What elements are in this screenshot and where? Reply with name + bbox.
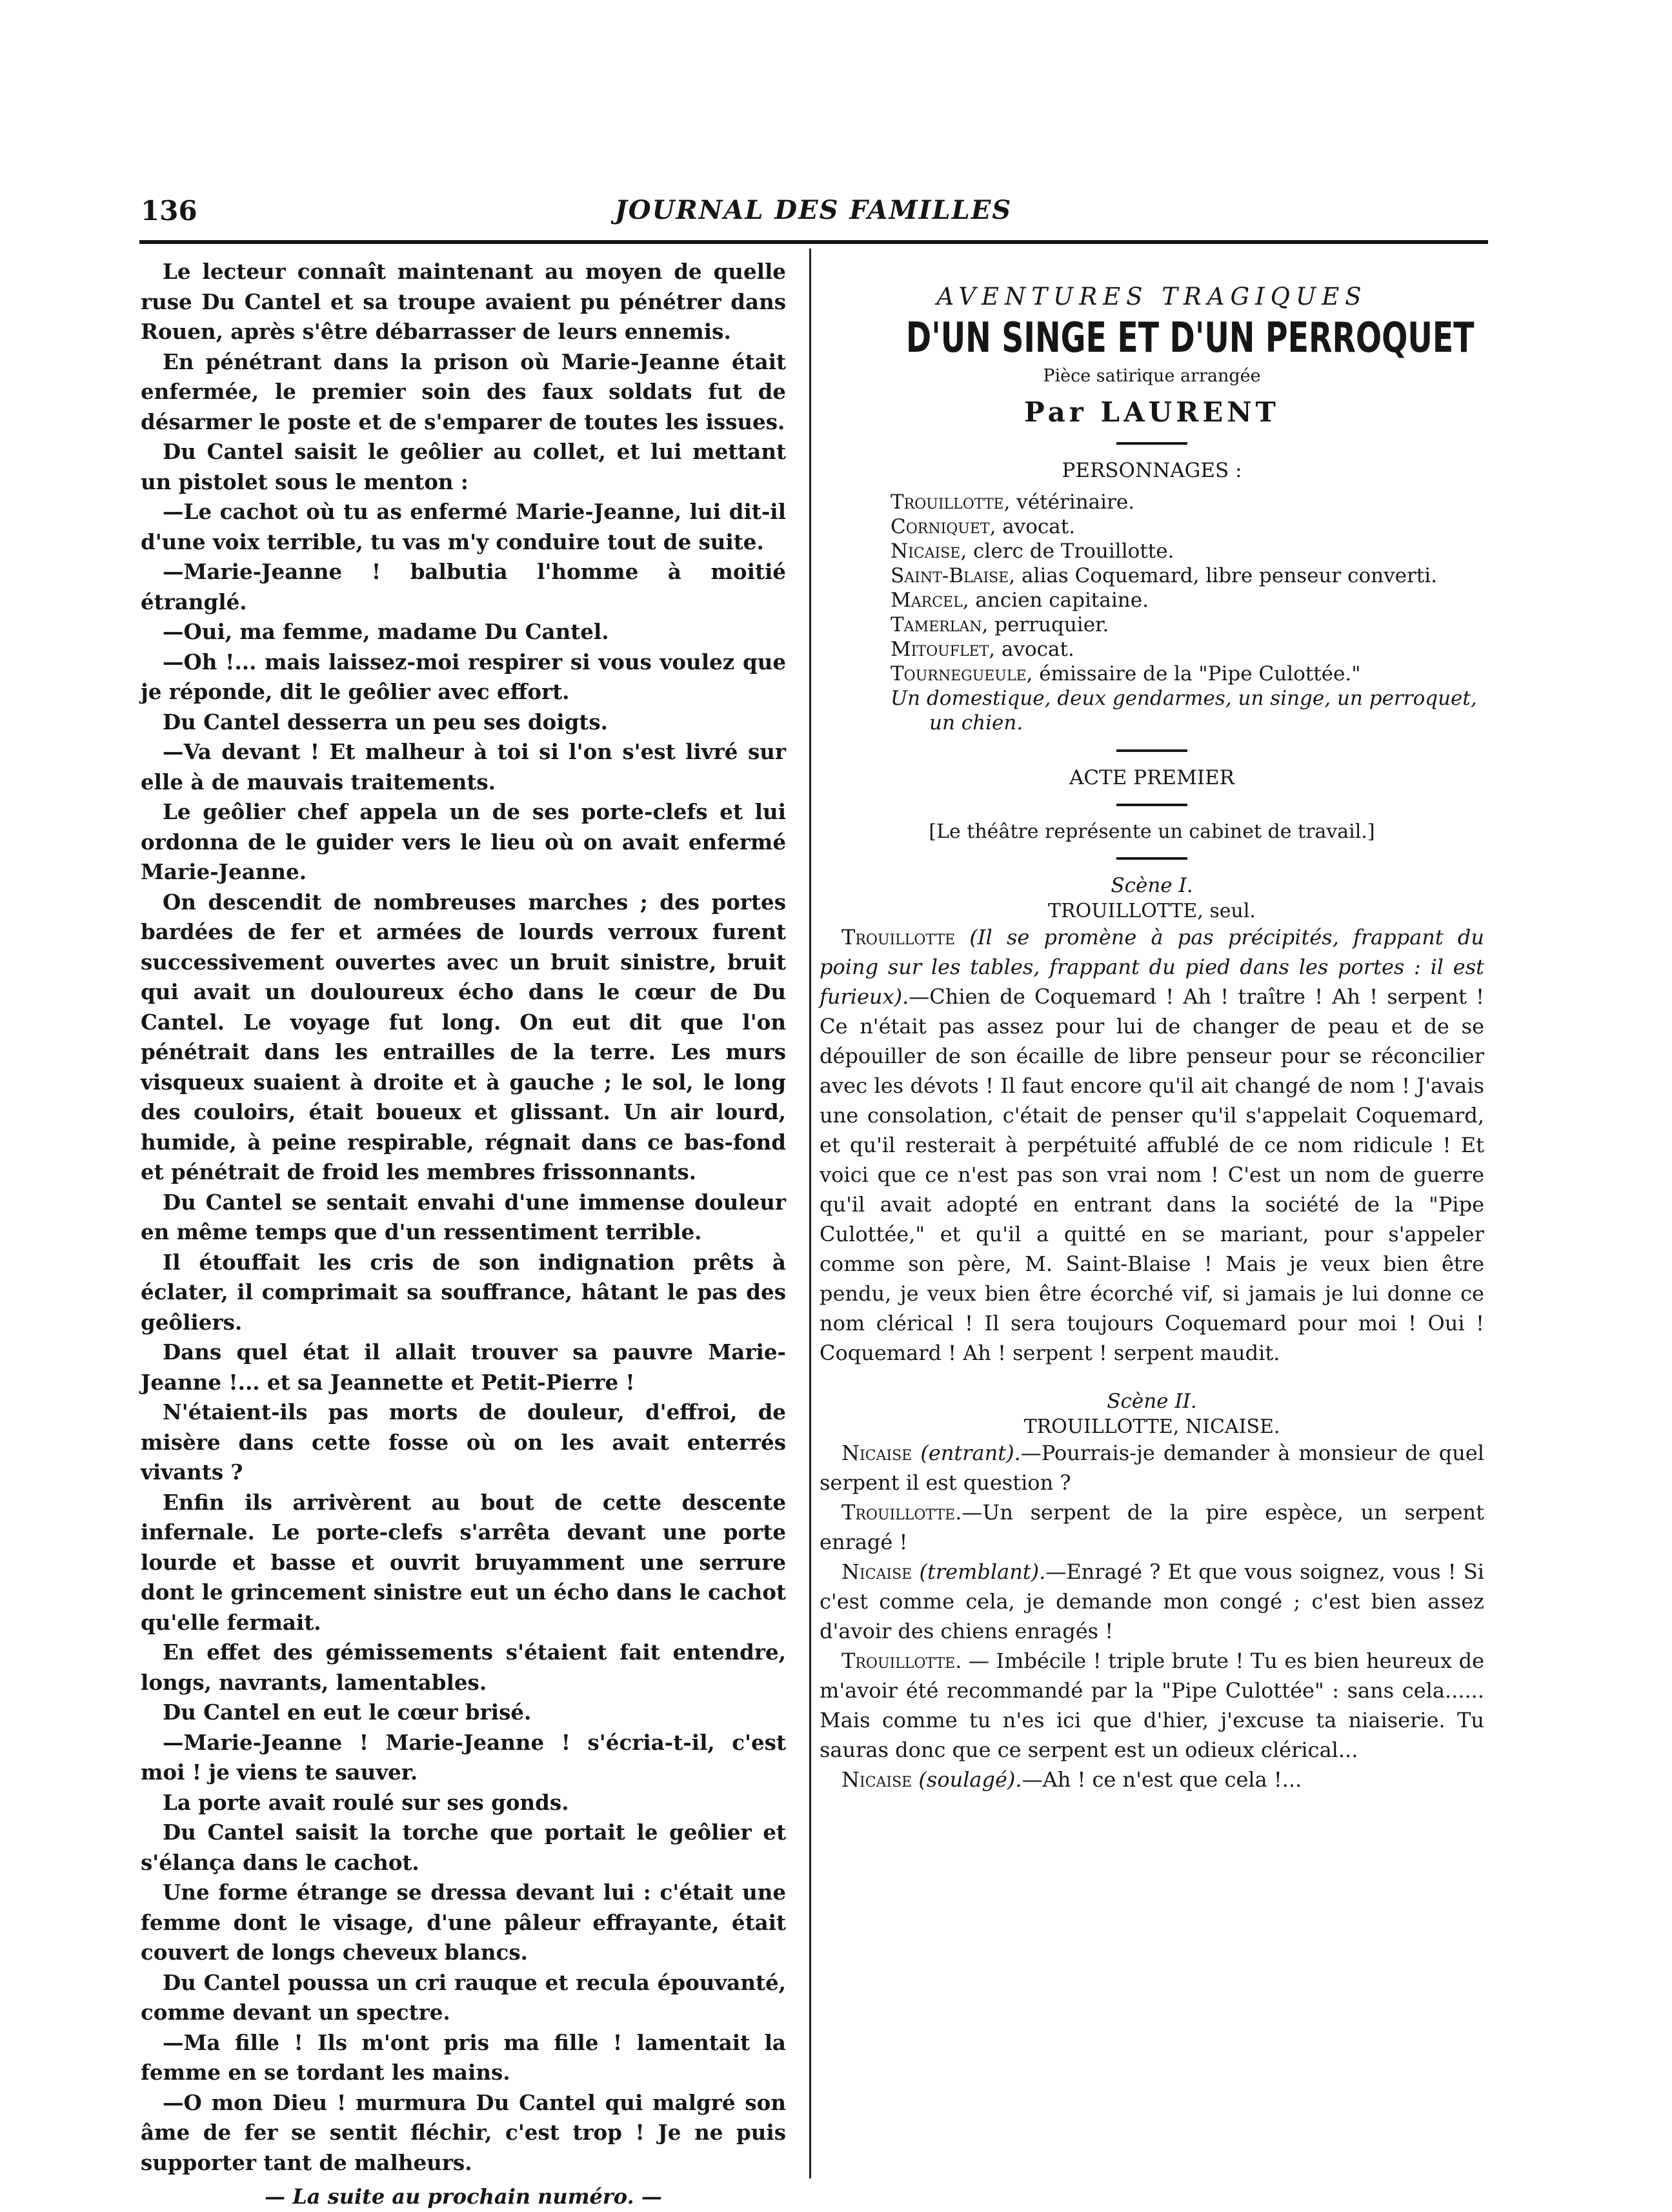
paragraph: Enfin ils arrivèrent au bout de cette descente infernale. Le porte-clefs s'arrêta devant une porte lourde et basse et ouvrit bruyamment une serrure dont le grincement sinistre eut un écho dans le cachot qu'elle fermait. (141, 1489, 786, 1635)
speaker-name: Trouillotte (841, 1649, 956, 1673)
persona-item (891, 539, 1484, 563)
scene-characters: TROUILLOTTE, seul. (1048, 900, 1256, 922)
persona-item (891, 563, 1484, 588)
section-rule (1116, 442, 1187, 445)
dialogue-line (820, 1646, 1484, 1765)
persona-desc: , avocat. (989, 515, 1076, 538)
paragraph: Du Cantel desserra un peu ses doigts. (163, 709, 608, 735)
persona-name: Saint-Blaise (891, 564, 1009, 587)
act-heading: ACTE PREMIER (1069, 766, 1235, 789)
right-column (820, 257, 1484, 1794)
paragraph: —Marie-Jeanne ! balbutia l'homme à moitié étranglé. (141, 559, 786, 614)
speech-text: —Enragé ? Et que vous soignez, vous ! Si c'est comme cela, je demande mon congé ; c'est bien assez d'avoir des chiens enragés ! (820, 1559, 1485, 1643)
personae-list (891, 490, 1484, 735)
paragraph: —Oh !... mais laissez-moi respirer si vous voulez que je réponde, dit le geôlier avec effort. (141, 649, 786, 704)
paragraph: Du Cantel en eut le cœur brisé. (163, 1700, 532, 1725)
paragraph: Il étouffait les cris de son indignation prêts à éclater, il comprimait sa souffrance, hâtant le pas des geôliers. (141, 1249, 786, 1335)
personae-heading: PERSONNAGES : (1062, 459, 1242, 482)
stage-note: (soulagé). (918, 1767, 1022, 1792)
paragraph: Le geôlier chef appela un de ses porte-clefs et lui ordonna de le guider vers le lieu où on avait enfermé Marie-Jeanne. (141, 799, 786, 884)
section-rule (1116, 804, 1187, 806)
paragraph: Le lecteur connaît maintenant au moyen de quelle ruse Du Cantel et sa troupe avaient pu pénétrer dans Rouen, après s'être débarrasser de leurs ennemis. (141, 259, 786, 344)
persona-item (891, 490, 1484, 514)
journal-title: JOURNAL DES FAMILLES (614, 195, 1012, 225)
persona-name: Tournegueule (891, 662, 1027, 685)
paragraph: On descendit de nombreuses marches ; des portes bardées de fer et armées de lourds verroux furent successivement ouvertes avec un bruit sinistre, bruit qui avait un douloureux écho dans le cœur de Du Cantel. Le voyage fut long. On eut dit que l'on pénétrait dans les entrailles de la terre. Les murs visqueux suaient à droite et à gauche ; le sol, le long des couloirs, était boueux et glissant. Un air lourd, humide, à peine respirable, régnait dans ce bas-fond et pénétrait de froid les membres frissonnants. (141, 889, 786, 1184)
dialogue-line (820, 1497, 1484, 1557)
author-line: Par LAURENT (1024, 396, 1280, 428)
paragraph: —Marie-Jeanne ! Marie-Jeanne ! s'écria-t-il, c'est moi ! je viens te sauver. (141, 1729, 786, 1785)
header-rule (139, 240, 1488, 244)
paragraph: Dans quel état il allait trouver sa pauvre Marie-Jeanne !... et sa Jeannette et Petit-Pierre ! (141, 1339, 786, 1395)
page-number: 136 (141, 195, 197, 227)
persona-desc: , émissaire de la "Pipe Culottée." (1026, 662, 1361, 685)
persona-desc: , alias Coquemard, libre penseur converti. (1009, 564, 1437, 587)
paragraph: N'étaient-ils pas morts de douleur, d'effroi, de misère dans cette fosse où on les avait enterrés vivants ? (141, 1399, 786, 1485)
persona-item (891, 588, 1484, 613)
play-subtitle: Pièce satirique arrangée (1043, 366, 1261, 386)
scene-title: Scène II. (1107, 1390, 1197, 1413)
scene-characters: TROUILLOTTE, NICAISE. (1023, 1415, 1280, 1438)
speech-text: —Pourrais-je demander à monsieur de quel serpent il est question ? (820, 1441, 1485, 1495)
dialogue-line (820, 1438, 1484, 1497)
paragraph: Du Cantel saisit la torche que portait le geôlier et s'élança dans le cachot. (141, 1820, 786, 1875)
speaker-name: Trouillotte (841, 1500, 956, 1525)
persona-name: Corniquet (891, 515, 990, 538)
paragraph: Une forme étrange se dressa devant lui : c'était une femme dont le visage, d'une pâleur effrayante, était couvert de longs cheveux blancs. (141, 1880, 786, 1965)
persona-name: Trouillotte (891, 491, 1004, 514)
paragraph: Du Cantel se sentait envahi d'une immense douleur en même temps que d'un ressentiment terrible. (141, 1189, 786, 1244)
stage-note: (entrant). (920, 1441, 1021, 1465)
column-divider (809, 249, 811, 2178)
left-column (141, 257, 786, 2209)
persona-item (891, 662, 1484, 686)
paragraph: —Le cachot où tu as enfermé Marie-Jeanne, lui dit-il d'une voix terrible, tu vas m'y conduire tout de suite. (141, 499, 786, 554)
stage-note: (Il se promène à pas précipités, frappant du poing sur les tables, frappant du pied dans les portes : il est furieux). (820, 925, 1485, 1009)
speech-text: .—Un serpent de la pire espèce, un serpent enragé ! (820, 1500, 1484, 1554)
speaker-name: Nicaise (841, 1559, 912, 1584)
paragraph: —Ma fille ! Ils m'ont pris ma fille ! lamentait la femme en se tordant les mains. (141, 2029, 786, 2085)
speech-text: —Ah ! ce n'est que cela !... (1022, 1767, 1302, 1792)
persona-desc: , clerc de Trouillotte. (960, 540, 1174, 563)
persona-desc: , vétérinaire. (1003, 491, 1135, 514)
persona-name: Nicaise (891, 540, 961, 563)
section-rule (1116, 857, 1187, 860)
series-title: AVENTURES TRAGIQUES (936, 283, 1367, 310)
persona-item (891, 514, 1484, 539)
speaker-name: Trouillotte (841, 925, 956, 949)
continued-note: — La suite au prochain numéro. — (265, 2184, 662, 2209)
paragraph: En effet des gémissements s'étaient fait entendre, longs, navrants, lamentables. (141, 1639, 786, 1695)
speech-text: . — Imbécile ! triple brute ! Tu es bien heureux de m'avoir été recommandé par la "Pipe Culottée" : sans cela...... Mais comme tu n'es ici que d'hier, j'excuse ta niaiserie. Tu sauras donc que ce serpent est un odieux clérical... (820, 1649, 1484, 1762)
paragraph: Du Cantel poussa un cri rauque et recula épouvanté, comme devant un spectre. (141, 1969, 786, 2025)
paragraph: —Va devant ! Et malheur à toi si l'on s'est livré sur elle à de mauvais traitements. (141, 739, 786, 795)
persona-item (891, 637, 1484, 662)
page-header (141, 195, 1486, 234)
paragraph: En pénétrant dans la prison où Marie-Jeanne était enfermée, le premier soin des faux soldats fut de désarmer le poste et de s'emparer de toutes les issues. (141, 349, 786, 434)
stage-direction: [Le théâtre représente un cabinet de travail.] (929, 820, 1375, 843)
play-title: D'UN SINGE ET D'UN PERROQUET (905, 314, 1475, 362)
dialogue-line (820, 1765, 1484, 1794)
speech-text: —Chien de Coquemard ! Ah ! traître ! Ah ! serpent ! Ce n'était pas assez pour lui de changer de peau et de se dépouiller de son écaille de libre penseur pour se réconcilier avec les dévots ! Il faut encore qu'il ait changé de nom ! J'avais une consolation, c'était de penser qu'il s'appelait Coquemard, et qu'il resterait à perpétuité affublé de ce nom ridicule ! Et voici que ce n'est pas son vrai nom ! C'est un nom de guerre qu'il avait adopté en entrant dans la société de la "Pipe Culottée," et qu'il a quitté en se mariant, pour s'appeler comme son père, M. Saint-Blaise ! Mais je veux bien être pendu, je veux bien être écorché vif, si jamais je lui donne ce nom clérical ! Il sera toujours Coquemard pour moi ! Oui ! Coquemard ! Ah ! serpent ! serpent maudit. (820, 984, 1484, 1365)
scene-title: Scène I. (1111, 874, 1193, 897)
dialogue-line (820, 922, 1484, 1368)
paragraph: —Oui, ma femme, madame Du Cantel. (163, 619, 609, 644)
persona-desc: , perruquier. (982, 613, 1109, 636)
speaker-name: Nicaise (841, 1767, 912, 1792)
section-rule (1116, 749, 1187, 752)
persona-name: Mitouflet (891, 638, 989, 661)
paragraph: Du Cantel saisit le geôlier au collet, et lui mettant un pistolet sous le menton : (141, 439, 786, 494)
persona-desc: , avocat. (989, 638, 1074, 661)
persona-item (891, 613, 1484, 637)
dialogue-line (820, 1557, 1484, 1646)
speaker-name: Nicaise (841, 1441, 912, 1465)
persona-extras: Un domestique, deux gendarmes, un singe, un perroquet, un chien. (891, 687, 1477, 735)
persona-desc: , ancien capitaine. (962, 589, 1149, 612)
persona-name: Marcel (891, 589, 963, 612)
paragraph: La porte avait roulé sur ses gonds. (163, 1789, 569, 1815)
persona-name: Tamerlan (891, 613, 982, 636)
paragraph: —O mon Dieu ! murmura Du Cantel qui malgré son âme de fer se sentit fléchir, c'est trop ! Je ne puis supporter tant de malheurs. (141, 2089, 786, 2175)
stage-note: (tremblant). (919, 1559, 1046, 1584)
